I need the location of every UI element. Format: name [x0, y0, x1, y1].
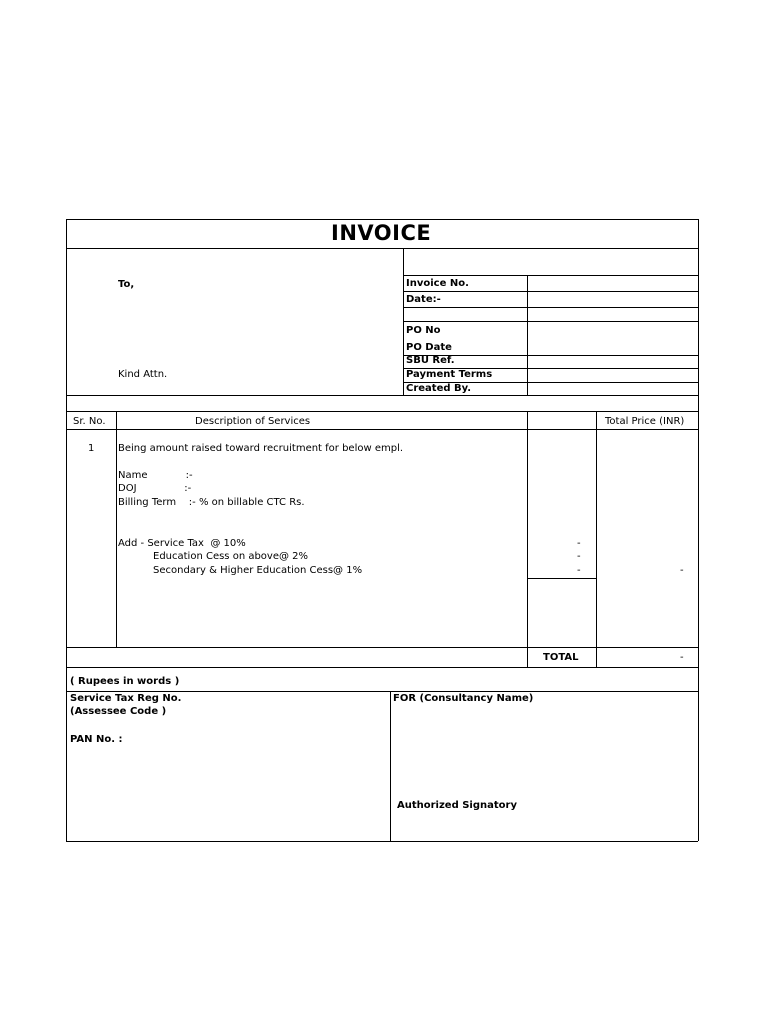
education-cess-value: - [577, 551, 581, 562]
header-total-price: Total Price (INR) [605, 416, 685, 427]
total-row-bottom [66, 667, 698, 668]
payment-terms-label: Payment Terms [406, 369, 493, 380]
service-tax-value: - [577, 538, 581, 549]
table-header-bottom [66, 429, 698, 430]
sbu-ref-label: SBU Ref. [406, 355, 455, 366]
service-tax-reg-label: Service Tax Reg No. [70, 693, 182, 704]
for-consultancy-label: FOR (Consultancy Name) [393, 693, 534, 704]
info-value-split [527, 275, 528, 395]
border-left [66, 219, 67, 841]
higher-education-cess-line: Secondary & Higher Education Cess@ 1% [153, 565, 363, 576]
kind-attn-label: Kind Attn. [118, 369, 168, 380]
table-body-bottom [66, 647, 698, 648]
words-row-bottom [66, 691, 698, 692]
higher-education-cess-value: - [577, 565, 581, 576]
table-col-line [596, 411, 597, 667]
invoice-no-label: Invoice No. [406, 278, 469, 289]
education-cess-line: Education Cess on above@ 2% [153, 551, 309, 562]
po-date-label: PO Date [406, 342, 452, 353]
header-bottom-line [66, 395, 698, 396]
created-by-label: Created By. [406, 383, 472, 394]
name-field: Name :- [118, 470, 193, 481]
header-description: Description of Services [195, 416, 311, 427]
assessee-code-label: (Assessee Code ) [70, 706, 167, 717]
border-bottom [66, 841, 698, 842]
table-top-line [66, 411, 698, 412]
info-row-line [403, 291, 698, 292]
title-divider [66, 248, 698, 249]
info-row-line [403, 321, 698, 322]
rupees-in-words: ( Rupees in words ) [70, 676, 180, 687]
service-tax-line: Add - Service Tax @ 10% [118, 538, 246, 549]
border-top [66, 219, 698, 220]
pan-no-label: PAN No. : [70, 734, 123, 745]
table-col-line [116, 411, 117, 647]
total-label: TOTAL [543, 652, 579, 663]
row-description: Being amount raised toward recruitment for below empl. [118, 443, 404, 454]
authorized-signatory-label: Authorized Signatory [397, 800, 517, 811]
invoice-title: INVOICE [331, 221, 432, 245]
row-sr-no: 1 [88, 443, 95, 454]
border-right [698, 219, 699, 841]
billing-term-field: Billing Term :- % on billable CTC Rs. [118, 497, 305, 508]
info-row-line [403, 275, 698, 276]
table-col-line [527, 411, 528, 667]
total-value: - [680, 652, 684, 663]
date-label: Date:- [406, 294, 441, 305]
to-label: To, [118, 279, 135, 290]
subtotal-line [527, 578, 596, 579]
header-sr-no: Sr. No. [73, 416, 106, 427]
po-no-label: PO No [406, 325, 441, 336]
footer-split-line [390, 691, 391, 841]
info-row-line [403, 307, 698, 308]
doj-field: DOJ :- [118, 483, 192, 494]
row-total-price: - [680, 565, 684, 576]
